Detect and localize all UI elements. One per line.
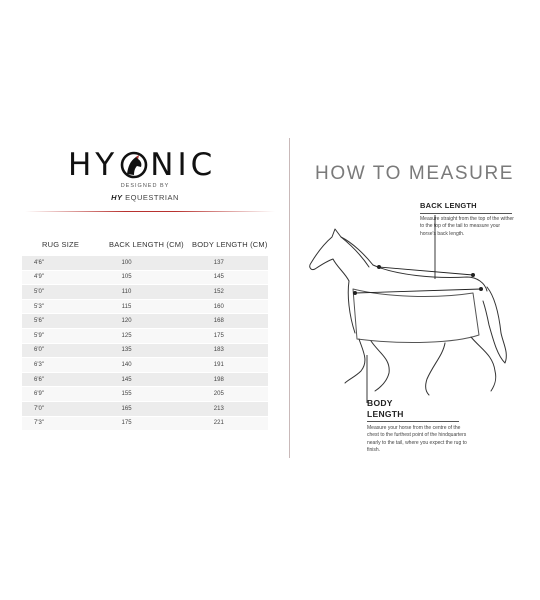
horse-outline-illustration [295, 215, 525, 405]
body-length-cell: 191 [170, 358, 268, 373]
body-length-cell: 213 [170, 401, 268, 416]
rug-size-cell: 4'9" [22, 270, 84, 285]
horse-head-badge-icon [120, 149, 148, 181]
sub-brand-name: EQUESTRIAN [125, 193, 179, 202]
rug-size-cell: 6'6" [22, 372, 84, 387]
body-length-rule [367, 421, 459, 422]
rug-size-cell: 5'9" [22, 328, 84, 343]
rug-size-cell: 6'9" [22, 387, 84, 402]
back-length-cell: 100 [84, 256, 170, 271]
body-length-cell: 198 [170, 372, 268, 387]
table-row [22, 328, 268, 343]
table-row [22, 299, 268, 314]
body-length-cell: 205 [170, 387, 268, 402]
accent-divider [25, 211, 275, 212]
table-row [22, 270, 268, 285]
body-length-cell: 152 [170, 285, 268, 300]
header-rug-size: RUG SIZE [42, 240, 80, 249]
header-body-length: BODY LENGTH (CM) [192, 240, 268, 249]
back-length-cell: 125 [84, 328, 170, 343]
table-row [22, 387, 268, 402]
logo-text-left: HY [68, 146, 119, 183]
back-length-cell: 155 [84, 387, 170, 402]
back-length-cell: 110 [84, 285, 170, 300]
body-length-cell: 168 [170, 314, 268, 329]
rug-size-cell: 7'0" [22, 401, 84, 416]
table-row [22, 372, 268, 387]
header-back-length: BACK LENGTH (CM) [109, 240, 184, 249]
table-row [22, 256, 268, 271]
body-length-cell: 175 [170, 328, 268, 343]
back-length-cell: 105 [84, 270, 170, 285]
body-length-cell: 160 [170, 299, 268, 314]
back-length-cell: 120 [84, 314, 170, 329]
rug-size-cell: 5'6" [22, 314, 84, 329]
body-length-cell: 145 [170, 270, 268, 285]
body-length-cell: 137 [170, 256, 268, 271]
guide-title: HOW TO MEASURE [315, 163, 515, 184]
back-length-cell: 115 [84, 299, 170, 314]
table-row [22, 401, 268, 416]
back-length-cell: 140 [84, 358, 170, 373]
back-length-description: Measure straight from the top of the wither to the top of the tail to measure your horse's back length. [420, 216, 514, 237]
column-divider [289, 138, 290, 458]
back-length-cell: 165 [84, 401, 170, 416]
rug-size-cell: 5'0" [22, 285, 84, 300]
sub-brand [0, 193, 290, 202]
body-length-label-line1: BODY [367, 398, 393, 408]
body-length-description: Measure your horse from the centre of the chest to the furthest point of the hindquarters nearly to the tail, where you expect the rug to finish. [367, 425, 467, 454]
rug-size-cell: 5'3" [22, 299, 84, 314]
table-row [22, 314, 268, 329]
back-length-label: BACK LENGTH [420, 201, 477, 210]
size-table [22, 255, 268, 430]
back-length-cell: 135 [84, 343, 170, 358]
rug-size-cell: 4'6" [22, 256, 84, 271]
rug-size-cell: 7'3" [22, 416, 84, 430]
logo-text-right: NIC [150, 146, 217, 183]
rug-size-cell: 6'0" [22, 343, 84, 358]
sub-brand-prefix: HY [111, 193, 123, 202]
body-length-cell: 183 [170, 343, 268, 358]
back-length-cell: 175 [84, 416, 170, 430]
hyconic-logo [68, 143, 224, 183]
body-length-label-line2: LENGTH [367, 409, 404, 419]
table-row [22, 416, 268, 430]
designed-by-label: DESIGNED BY [120, 183, 170, 189]
back-length-cell: 145 [84, 372, 170, 387]
back-length-rule [420, 213, 512, 214]
table-row [22, 285, 268, 300]
table-row [22, 343, 268, 358]
body-length-cell: 221 [170, 416, 268, 430]
table-row [22, 358, 268, 373]
rug-size-cell: 6'3" [22, 358, 84, 373]
body-length-label [367, 398, 404, 420]
